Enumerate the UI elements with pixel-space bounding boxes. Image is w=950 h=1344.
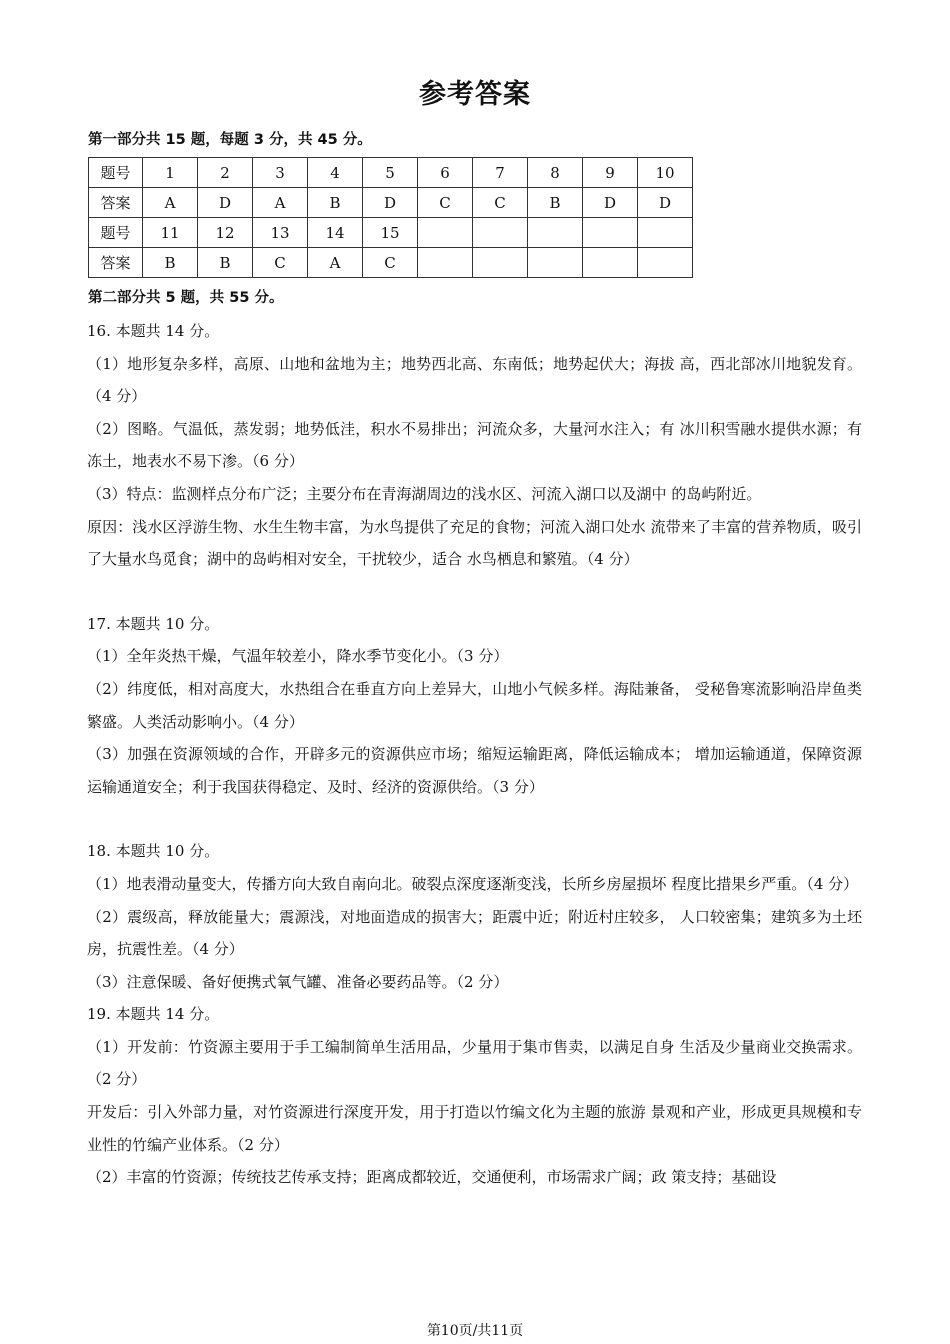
table-cell bbox=[583, 218, 638, 248]
table-cell: D bbox=[198, 188, 253, 218]
table-cell: 3 bbox=[253, 158, 308, 188]
table-cell: B bbox=[198, 248, 253, 278]
table-cell: 2 bbox=[198, 158, 253, 188]
table-cell bbox=[583, 248, 638, 278]
q19-answer-2: （2）丰富的竹资源；传统技艺传承支持；距离成都较近，交通便利，市场需求广阔；政 策支持；基础设 bbox=[87, 1168, 777, 1187]
table-cell: 5 bbox=[363, 158, 418, 188]
q17-answer-1: （1）全年炎热干燥，气温年较差小，降水季节变化小。（3 分） bbox=[87, 647, 509, 666]
table-cell: 15 bbox=[363, 218, 418, 248]
table-cell: D bbox=[363, 188, 418, 218]
table-cell: A bbox=[143, 188, 198, 218]
table-cell bbox=[473, 248, 528, 278]
table-cell bbox=[473, 218, 528, 248]
table-cell: A bbox=[253, 188, 308, 218]
table-cell: 10 bbox=[638, 158, 693, 188]
table-cell: 7 bbox=[473, 158, 528, 188]
table-cell: 1 bbox=[143, 158, 198, 188]
table-cell: D bbox=[638, 188, 693, 218]
table-row bbox=[89, 218, 693, 248]
table-row bbox=[89, 188, 693, 218]
row-label-question: 题号 bbox=[89, 158, 143, 188]
part2-heading: 第二部分共 5 题，共 55 分。 bbox=[88, 290, 284, 306]
table-cell bbox=[418, 248, 473, 278]
page-title: 参考答案 bbox=[419, 79, 531, 110]
table-cell: A bbox=[308, 248, 363, 278]
table-cell: C bbox=[473, 188, 528, 218]
row-label-answer: 答案 bbox=[89, 248, 143, 278]
table-cell: C bbox=[418, 188, 473, 218]
table-cell: 14 bbox=[308, 218, 363, 248]
q18-answer-1: （1）地表滑动量变大，传播方向大致自南向北。破裂点深度逐渐变浅，长所乡房屋损坏 程度比措果乡严重。（4 分） bbox=[87, 874, 859, 893]
table-cell: C bbox=[363, 248, 418, 278]
table-cell bbox=[638, 218, 693, 248]
answer-body bbox=[87, 315, 862, 1194]
table-cell: 11 bbox=[143, 218, 198, 248]
q18-answer-2: （2）震级高，释放能量大；震源浅，对地面造成的损害大；距震中近；附近村庄较多， 人口较密集；建筑多为土坯房，抗震性差。（4 分） bbox=[87, 907, 862, 959]
table-cell: B bbox=[143, 248, 198, 278]
row-label-question: 题号 bbox=[89, 218, 143, 248]
table-cell bbox=[638, 248, 693, 278]
q17-answer-3: （3）加强在资源领域的合作，开辟多元的资源供应市场；缩短运输距离，降低运输成本； 增加运输通道，保障资源运输通道安全；利于我国获得稳定、及时、经济的资源供给。（3 分） bbox=[87, 745, 862, 796]
table-cell: 9 bbox=[583, 158, 638, 188]
q16-heading: 16. 本题共 14 分。 bbox=[87, 322, 220, 340]
table-cell: B bbox=[528, 188, 583, 218]
q19-answer-1: （1）开发前：竹资源主要用于手工编制简单生活用品，少量用于集市售卖，以满足自身 生活及少量商业交换需求。（2 分） bbox=[87, 1037, 862, 1089]
table-row bbox=[89, 248, 693, 278]
q16-answer-2: （2）图略。气温低，蒸发弱；地势低洼，积水不易排出；河流众多，大量河水注入；有 冰川积雪融水提供水源；有冻土，地表水不易下渗。（6 分） bbox=[87, 419, 862, 471]
q16-answer-3: （3）特点：监测样点分布广泛；主要分布在青海湖周边的浅水区、河流入湖口以及湖中 的岛屿附近。 bbox=[87, 484, 762, 503]
table-row bbox=[89, 158, 693, 188]
table-cell bbox=[418, 218, 473, 248]
table-cell: C bbox=[253, 248, 308, 278]
row-label-answer: 答案 bbox=[89, 188, 143, 218]
table-cell: 6 bbox=[418, 158, 473, 188]
table-cell: D bbox=[583, 188, 638, 218]
part1-heading: 第一部分共 15 题，每题 3 分，共 45 分。 bbox=[88, 132, 372, 148]
q18-answer-3: （3）注意保暖、备好便携式氧气罐、准备必要药品等。（2 分） bbox=[87, 972, 509, 991]
answer-table bbox=[88, 157, 693, 278]
table-cell: 13 bbox=[253, 218, 308, 248]
q16-answer-3-reason: 原因：浅水区浮游生物、水生生物丰富，为水鸟提供了充足的食物；河流入湖口处水 流带来了丰富的营养物质，吸引了大量水鸟觅食；湖中的岛屿相对安全，干扰较少，适合 水鸟栖息和繁殖。（4 分） bbox=[87, 517, 862, 569]
q17-answer-2: （2）纬度低，相对高度大，水热组合在垂直方向上差异大，山地小气候多样。海陆兼备， 受秘鲁寒流影响沿岸鱼类繁盛。人类活动影响小。（4 分） bbox=[87, 679, 862, 731]
table-cell: B bbox=[308, 188, 363, 218]
q19-answer-1-after: 开发后：引入外部力量，对竹资源进行深度开发，用于打造以竹编文化为主题的旅游 景观和产业，形成更具规模和专业性的竹编产业体系。（2 分） bbox=[87, 1103, 862, 1154]
table-cell: 12 bbox=[198, 218, 253, 248]
table-cell: 4 bbox=[308, 158, 363, 188]
table-cell bbox=[528, 248, 583, 278]
table-cell bbox=[528, 218, 583, 248]
page-number: 第10页/共11页 bbox=[426, 1323, 524, 1339]
q17-heading: 17. 本题共 10 分。 bbox=[87, 614, 220, 633]
q16-answer-1: （1）地形复杂多样，高原、山地和盆地为主；地势西北高、东南低；地势起伏大；海拔 高，西北部冰川地貌发育。（4 分） bbox=[87, 354, 862, 406]
q18-heading: 18. 本题共 10 分。 bbox=[87, 842, 220, 861]
q19-heading: 19. 本题共 14 分。 bbox=[87, 1005, 220, 1024]
table-cell: 8 bbox=[528, 158, 583, 188]
